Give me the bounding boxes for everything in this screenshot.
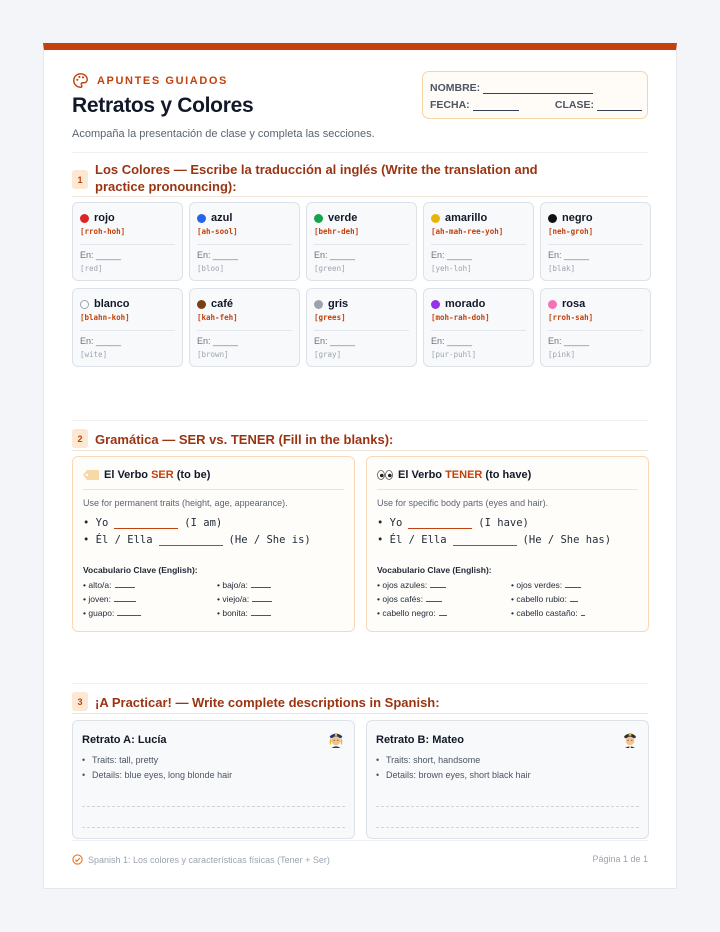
eyebrow-label: APUNTES GUIADOS xyxy=(97,74,228,87)
color-dot xyxy=(80,300,89,309)
date-field[interactable] xyxy=(473,101,519,111)
portrait-traits: • Traits: short, handsome xyxy=(376,755,531,765)
name-field[interactable] xyxy=(483,84,593,94)
answer-line[interactable] xyxy=(82,806,345,807)
translation-hint: [yeh-loh] xyxy=(431,264,472,273)
color-card xyxy=(306,288,417,367)
vocab-title: Vocabulario Clave (English): xyxy=(377,565,492,575)
color-dot xyxy=(314,214,323,223)
palette-icon xyxy=(72,72,89,89)
translation-hint: [bloo] xyxy=(197,264,225,273)
translation-field[interactable]: En: _____ xyxy=(197,250,239,260)
translation-field[interactable]: En: _____ xyxy=(314,336,356,346)
translation-hint: [gray] xyxy=(314,350,342,359)
vocab-item: • cabello negro: xyxy=(377,608,511,618)
date-label: FECHA: xyxy=(430,99,470,111)
tener-description: Use for specific body parts (eyes and hair). xyxy=(377,498,549,508)
ser-blank-yo[interactable] xyxy=(114,518,178,529)
pronunciation: [blahn-koh] xyxy=(80,313,130,322)
portrait-details: • Details: brown eyes, short black hair xyxy=(376,770,531,780)
vocab-item: • cabello castaño: xyxy=(511,608,642,618)
ser-blank-el[interactable] xyxy=(159,535,223,546)
vocab-item: • alto/a: xyxy=(83,580,217,590)
pronunciation: [ah-sool] xyxy=(197,227,238,236)
section-title: ¡A Practicar! — Write complete descriptions in Spanish: xyxy=(95,695,440,710)
section-3-header xyxy=(72,683,648,715)
color-card xyxy=(72,288,183,367)
vocab-item: • bajo/a: xyxy=(217,580,348,590)
section-number: 3 xyxy=(72,692,88,711)
ser-line-el: • Él / Ella (He / She is) xyxy=(83,534,311,546)
tener-heading: El Verbo TENER (to have) xyxy=(377,469,531,481)
translation-hint: [green] xyxy=(314,264,346,273)
color-card xyxy=(540,288,651,367)
pronunciation: [behr-deh] xyxy=(314,227,360,236)
color-dot xyxy=(548,214,557,223)
translation-hint: [pink] xyxy=(548,350,576,359)
tener-box xyxy=(366,456,649,632)
section-1-header xyxy=(72,152,648,196)
vocab-item: • cabello rubio: xyxy=(511,594,642,604)
tener-line-yo: • Yo (I have) xyxy=(377,517,529,529)
name-label: NOMBRE: xyxy=(430,82,481,94)
divider xyxy=(72,713,648,714)
vocab-item: • bonita: xyxy=(217,608,348,618)
tener-blank-el[interactable] xyxy=(453,535,517,546)
answer-line[interactable] xyxy=(82,827,345,828)
answer-line[interactable] xyxy=(376,806,639,807)
student-info-box xyxy=(422,71,648,119)
vocab-item: • viejo/a: xyxy=(217,594,348,604)
tener-line-el: • Él / Ella (He / She has) xyxy=(377,534,612,546)
portrait-title: Retrato B: Mateo xyxy=(376,734,465,746)
ser-heading: El Verbo SER (to be) xyxy=(83,469,210,481)
color-name: morado xyxy=(445,298,486,310)
color-name: gris xyxy=(328,298,349,310)
section-number: 1 xyxy=(72,170,88,189)
color-card xyxy=(306,202,417,281)
portrait-title: Retrato A: Lucía xyxy=(82,734,167,746)
color-card xyxy=(72,202,183,281)
portrait-details: • Details: blue eyes, long blonde hair xyxy=(82,770,232,780)
translation-hint: [brown] xyxy=(197,350,229,359)
pronunciation: [rroh-sah] xyxy=(548,313,594,322)
translation-field[interactable]: En: _____ xyxy=(80,336,122,346)
vocab-item: • guapo: xyxy=(83,608,217,618)
color-name: azul xyxy=(211,212,233,224)
portrait-a-card xyxy=(72,720,355,839)
color-dot xyxy=(197,214,206,223)
color-dot xyxy=(80,214,89,223)
divider xyxy=(72,196,648,197)
answer-line[interactable] xyxy=(376,827,639,828)
translation-hint: [pur-puhl] xyxy=(431,350,477,359)
portrait-traits: • Traits: tall, pretty xyxy=(82,755,232,765)
portrait-notes xyxy=(82,755,232,785)
translation-field[interactable]: En: _____ xyxy=(314,250,356,260)
check-circle-icon xyxy=(72,854,83,865)
color-dot xyxy=(548,300,557,309)
translation-field[interactable]: En: _____ xyxy=(80,250,122,260)
color-dot xyxy=(431,300,440,309)
ser-line-yo: • Yo (I am) xyxy=(83,517,223,529)
section-title: Los Colores — Escribe la traducción al inglés (Write the translation and practice pronouncing): xyxy=(95,162,538,194)
eyes-icon xyxy=(377,470,393,480)
translation-field[interactable]: En: _____ xyxy=(431,250,473,260)
color-name: café xyxy=(211,298,234,310)
footer xyxy=(72,840,648,865)
vocab-list xyxy=(83,580,348,618)
worksheet-page xyxy=(43,43,677,889)
woman-police-officer-icon xyxy=(327,730,345,748)
color-name: verde xyxy=(328,212,358,224)
section-number: 2 xyxy=(72,429,88,448)
translation-hint: [wite] xyxy=(80,350,108,359)
vocab-item: • ojos azules: xyxy=(377,580,511,590)
color-dot xyxy=(197,300,206,309)
pronunciation: [moh-rah-doh] xyxy=(431,313,490,322)
vocab-list xyxy=(377,580,642,618)
footer-left: Spanish 1: Los colores y características físicas (Tener + Ser) xyxy=(72,854,330,865)
color-dot xyxy=(431,214,440,223)
color-name: rojo xyxy=(94,212,115,224)
color-card xyxy=(423,288,534,367)
translation-field[interactable]: En: _____ xyxy=(431,336,473,346)
translation-hint: [blak] xyxy=(548,264,576,273)
color-grid xyxy=(72,202,650,367)
page-number: Página 1 de 1 xyxy=(592,854,648,864)
divider xyxy=(72,450,648,451)
ser-description: Use for permanent traits (height, age, appearance). xyxy=(83,498,288,508)
tag-icon xyxy=(83,470,99,480)
color-name: amarillo xyxy=(445,212,488,224)
pronunciation: [grees] xyxy=(314,313,346,322)
pronunciation: [neh-groh] xyxy=(548,227,594,236)
eyebrow xyxy=(72,72,228,89)
translation-field[interactable]: En: _____ xyxy=(548,250,590,260)
color-name: rosa xyxy=(562,298,586,310)
translation-field[interactable]: En: _____ xyxy=(197,336,239,346)
color-card xyxy=(189,288,300,367)
page-subtitle: Acompaña la presentación de clase y completa las secciones. xyxy=(72,128,375,140)
pronunciation: [kah-feh] xyxy=(197,313,238,322)
portrait-notes xyxy=(376,755,531,785)
class-field[interactable] xyxy=(597,101,642,111)
vocab-item: • joven: xyxy=(83,594,217,604)
class-label: CLASE: xyxy=(554,99,594,111)
color-card xyxy=(423,202,534,281)
color-card xyxy=(540,202,651,281)
translation-field[interactable]: En: _____ xyxy=(548,336,590,346)
ser-box xyxy=(72,456,355,632)
color-name: blanco xyxy=(94,298,130,310)
portrait-b-card xyxy=(366,720,649,839)
pronunciation: [ah-mah-ree-yoh] xyxy=(431,227,504,236)
vocab-item: • ojos cafés: xyxy=(377,594,511,604)
tener-blank-yo[interactable] xyxy=(408,518,472,529)
color-card xyxy=(189,202,300,281)
color-name: negro xyxy=(562,212,593,224)
translation-hint: [red] xyxy=(80,264,103,273)
color-dot xyxy=(314,300,323,309)
man-pilot-icon xyxy=(621,730,639,748)
section-title: Gramática — SER vs. TENER (Fill in the blanks): xyxy=(95,432,394,447)
pronunciation: [rroh-hoh] xyxy=(80,227,126,236)
vocab-item: • ojos verdes: xyxy=(511,580,642,590)
section-2-header xyxy=(72,420,648,450)
vocab-title: Vocabulario Clave (English): xyxy=(83,565,198,575)
page-title: Retratos y Colores xyxy=(72,94,254,117)
